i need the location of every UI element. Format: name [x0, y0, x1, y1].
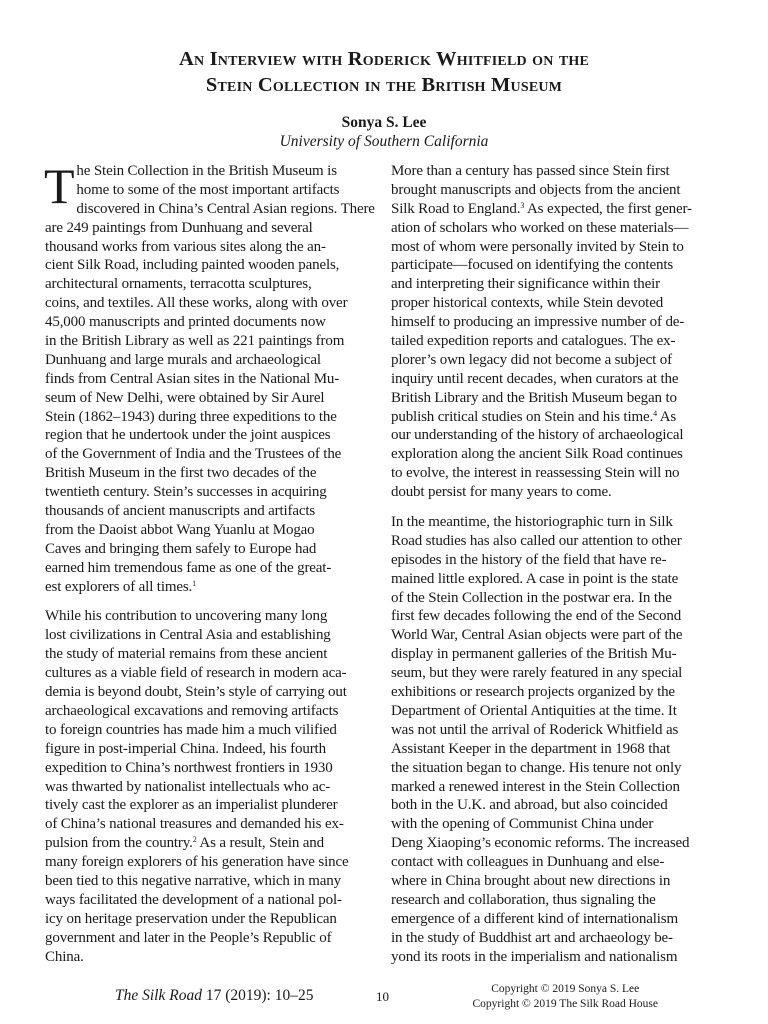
text-line: of China’s national treasures and demanded his ex- — [45, 816, 344, 833]
text-line: yond its roots in the imperialism and nationalism — [391, 948, 678, 965]
text-line: Stein (1862–1943) during three expeditions to the — [45, 408, 337, 425]
footnote-ref[interactable]: 2 — [192, 835, 197, 845]
left-column — [44, 158, 378, 977]
text-line: himself to producing an impressive number of de- — [391, 314, 685, 331]
text-line: Road studies has also called our attention to other — [391, 532, 682, 549]
text-line: tailed expedition reports and catalogues. The ex- — [391, 333, 676, 350]
text-line: in the study of Buddhist art and archaeology be- — [391, 929, 673, 946]
text-line: earned him tremendous fame as one of the great- — [45, 559, 332, 576]
text-line: thousands of ancient manuscripts and artifacts — [45, 503, 316, 520]
text-fragment: Silk Road to England. — [391, 200, 521, 217]
text-line: and interpreting their significance within their — [391, 276, 660, 293]
text-line: architectural ornaments, terracotta sculptures, — [45, 276, 312, 293]
text-line: was not until the arrival of Roderick Whitfield as — [391, 721, 679, 738]
text-line: of the Government of India and the Trustees of the — [45, 446, 342, 463]
text-line: ways facilitated the development of a national pol- — [45, 891, 342, 908]
text-line: with the opening of Communist China under — [391, 816, 654, 833]
text-line: thousand works from various sites along the an- — [45, 238, 326, 255]
text-line: exploration along the ancient Silk Road continues — [391, 446, 683, 463]
text-line: figure in post-imperial China. Indeed, his fourth — [45, 740, 326, 757]
text-line: mained little explored. A case in point is the state — [391, 570, 679, 587]
text-line: most of whom were personally invited by Stein to — [391, 238, 684, 255]
paragraph — [45, 607, 378, 966]
drop-cap: T — [44, 158, 75, 214]
text-line: icy on heritage preservation under the Republican — [45, 910, 337, 927]
paragraph — [391, 162, 724, 502]
text-line: seum of New Delhi, were obtained by Sir Aurel — [45, 389, 325, 406]
text-line: twentieth century. Stein’s successes in acquiring — [45, 484, 327, 501]
article-title — [0, 46, 768, 98]
text-line: demia is beyond doubt, Stein’s style of carrying out — [45, 684, 347, 701]
text-line: to foreign countries has made him a much vilified — [45, 721, 337, 738]
text-line: first few decades following the end of the Second — [391, 608, 682, 625]
text-fragment: As a result, Stein and — [196, 835, 324, 852]
text-line: archaeological excavations and removing artifacts — [45, 702, 339, 719]
title-line-2: Stein Collection in the British Museum — [205, 74, 563, 96]
text-line: emergence of a different kind of internationalism — [391, 910, 678, 927]
text-line: World War, Central Asian objects were part of the — [391, 627, 683, 644]
text-line: episodes in the history of the field that have re- — [391, 551, 667, 568]
text-line: display in permanent galleries of the British Mu- — [391, 646, 677, 663]
text-line: cient Silk Road, including painted wooden panels, — [45, 257, 340, 274]
text-line: the study of material remains from these ancient — [45, 646, 328, 663]
title-line-1: An Interview with Roderick Whitfield on the — [178, 48, 590, 70]
text-line: 45,000 manuscripts and printed documents now — [45, 314, 326, 331]
text-line — [391, 200, 724, 219]
text-line: been tied to this negative narrative, which in many — [45, 872, 342, 889]
text-line: are 249 paintings from Dunhuang and several — [45, 219, 313, 236]
text-line: both in the U.K. and abroad, but also coincided — [391, 797, 668, 814]
text-line: where in China brought about new directions in — [391, 872, 671, 889]
text-line: in the British Library as well as 221 paintings from — [45, 333, 345, 350]
text-line: lost civilizations in Central Asia and establishing — [45, 627, 331, 644]
copyright-publisher: Copyright © 2019 The Silk Road House — [472, 998, 658, 1010]
text-line: British Library and the British Museum began to — [391, 389, 677, 406]
text-line: participate—focused on identifying the contents — [391, 257, 674, 274]
volume-pages: 17 (2019): 10–25 — [201, 987, 314, 1004]
text-fragment: As — [656, 408, 677, 425]
text-line — [45, 578, 378, 597]
text-line: region that he undertook under the joint auspices — [45, 427, 331, 444]
copyright-author: Copyright © 2019 Sonya S. Lee — [491, 983, 640, 995]
page-number: 10 — [376, 989, 389, 1004]
text-line: home to some of the most important artifacts — [76, 181, 340, 198]
right-column — [391, 162, 724, 977]
text-line: to evolve, the interest in reassessing Stein will no — [391, 465, 680, 482]
text-line: Assistant Keeper in the department in 1968 that — [391, 740, 671, 757]
journal-name: The Silk Road — [115, 987, 202, 1004]
text-line: research and collaboration, thus signaling the — [391, 891, 656, 908]
text-line — [391, 408, 724, 427]
text-line: our understanding of the history of archaeological — [391, 427, 684, 444]
paragraph — [44, 158, 378, 596]
text-line: ation of scholars who worked on these materials— — [391, 219, 689, 236]
text-fragment: pulsion from the country. — [45, 835, 193, 852]
text-line: Dunhuang and large murals and archaeological — [45, 351, 321, 368]
text-fragment: est explorers of all times. — [45, 578, 193, 595]
journal-citation — [115, 987, 313, 1005]
text-line: discovered in China’s Central Asian regions. There — [76, 200, 375, 217]
text-line: seum, but they were rarely featured in any special — [391, 665, 683, 682]
text-line: government and later in the People’s Republic of — [45, 929, 332, 946]
text-fragment: publish critical studies on Stein and his time. — [391, 408, 654, 425]
text-line: British Museum in the first two decades of the — [45, 465, 317, 482]
copyright-notice — [473, 982, 659, 1012]
text-line: contact with colleagues in Dunhuang and else- — [391, 854, 665, 871]
text-line: cultures as a viable field of research in modern aca- — [45, 665, 347, 682]
text-line: marked a renewed interest in the Stein Collection — [391, 778, 680, 795]
text-line: Department of Oriental Antiquities at the time. It — [391, 702, 677, 719]
text-fragment: As expected, the first gener- — [524, 200, 692, 217]
text-line: proper historical contexts, while Stein devoted — [391, 295, 664, 312]
text-line: tively cast the explorer as an imperialist plunderer — [45, 797, 338, 814]
text-line: the situation began to change. His tenure not only — [391, 759, 682, 776]
text-line: many foreign explorers of his generation have since — [45, 854, 349, 871]
text-line: from the Daoist abbot Wang Yuanlu at Mogao — [45, 521, 315, 538]
text-line: brought manuscripts and objects from the ancient — [391, 181, 681, 198]
text-line: inquiry until recent decades, when curators at the — [391, 370, 679, 387]
author-name: Sonya S. Lee — [341, 114, 427, 131]
text-line: Caves and bringing them safely to Europe had — [45, 540, 317, 557]
text-line: coins, and textiles. All these works, along with over — [45, 295, 348, 312]
text-line: China. — [45, 948, 84, 965]
text-line: More than a century has passed since Stein first — [391, 163, 670, 179]
text-line: In the meantime, the historiographic turn in Silk — [391, 514, 673, 531]
text-line: of the Stein Collection in the postwar era. In the — [391, 589, 672, 606]
footnote-ref[interactable]: 1 — [192, 578, 197, 588]
text-line: Deng Xiaoping’s economic reforms. The increased — [391, 835, 690, 852]
text-line — [45, 834, 378, 853]
text-line: he Stein Collection in the British Museum is — [76, 163, 337, 179]
text-line: plorer’s own legacy did not become a subject of — [391, 351, 672, 368]
text-line: finds from Central Asian sites in the National Mu- — [45, 370, 340, 387]
text-line: was thwarted by nationalist intellectuals who ac- — [45, 778, 331, 795]
text-line: exhibitions or research projects organized by the — [391, 684, 675, 701]
text-line: doubt persist for many years to come. — [391, 484, 612, 501]
text-line: While his contribution to uncovering many long — [45, 608, 328, 625]
footnote-ref[interactable]: 3 — [520, 200, 525, 210]
text-line: expedition to China’s northwest frontiers in 1930 — [45, 759, 333, 776]
footnote-ref[interactable]: 4 — [653, 408, 657, 418]
paragraph — [391, 513, 724, 966]
author-affiliation: University of Southern California — [279, 133, 489, 150]
